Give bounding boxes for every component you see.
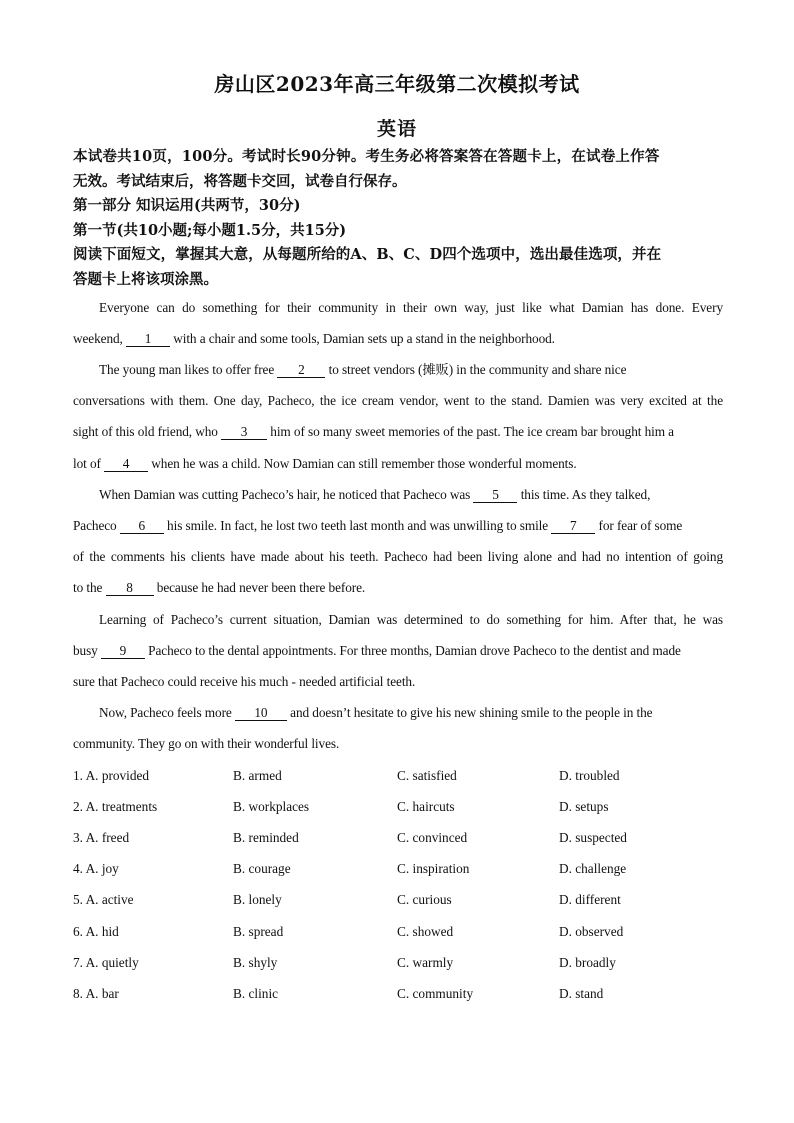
option-a: 5. A. active <box>73 892 134 907</box>
option-a: 7. A. quietly <box>73 955 139 970</box>
option-d: D. broadly <box>559 955 616 970</box>
option-d: D. setups <box>559 799 609 814</box>
passage-text: for fear of some <box>595 518 683 533</box>
passage-text: him of so many sweet memories of the past. The ice cream bar brought him a <box>267 424 674 439</box>
subject-title: 英语 <box>376 118 417 140</box>
passage-line <box>73 578 723 598</box>
option-d: D. challenge <box>559 861 627 876</box>
option-c: C. showed <box>397 924 454 939</box>
option-d: D. stand <box>559 986 604 1001</box>
option-row-7 <box>73 953 733 973</box>
passage-text: Now, Pacheco feels more <box>99 705 235 720</box>
passage-line <box>73 641 723 661</box>
option-row-8 <box>73 984 733 1004</box>
section-heading: 第一节(共10小题;每小题1.5分，共15分) <box>73 222 347 239</box>
directions-line-2: 答题卡上将该项涂黑。 <box>73 271 218 288</box>
passage-line: of the comments his clients have made about his teeth. Pacheco had been living alone and had no intention of going <box>73 549 723 564</box>
passage-line: Learning of Pacheco’s current situation, Damian was determined to do something for him. After that, he was <box>99 612 723 627</box>
passage-text: with a chair and some tools, Damian sets up a stand in the neighborhood. <box>170 331 555 346</box>
exam-title: 房山区2023年高三年级第二次模拟考试 <box>214 72 580 96</box>
passage-text: weekend, <box>73 331 127 346</box>
passage-text: When Damian was cutting Pacheco’s hair, he noticed that Pacheco was <box>99 487 474 502</box>
option-a: 4. A. joy <box>73 861 119 876</box>
option-row-2 <box>73 797 733 817</box>
option-a: 2. A. treatments <box>73 799 158 814</box>
blank-3: 3 <box>221 424 267 440</box>
option-row-4 <box>73 859 733 879</box>
option-a: 6. A. hid <box>73 924 119 939</box>
passage-text: when he was a child. Now Damian can still remember those wonderful moments. <box>148 456 577 471</box>
passage-line: conversations with them. One day, Pacheco, the ice cream vendor, went to the stand. Damien was very excited at the <box>73 393 723 408</box>
option-b: B. armed <box>233 768 282 783</box>
option-d: D. different <box>559 892 621 907</box>
option-a: 1. A. provided <box>73 768 150 783</box>
option-b: B. clinic <box>233 986 279 1001</box>
blank-2: 2 <box>277 362 325 378</box>
option-row-5 <box>73 890 733 910</box>
passage-text: to the <box>73 580 106 595</box>
passage-line: Everyone can do something for their community in their own way, just like what Damian has done. Every <box>99 300 723 315</box>
passage-line: community. They go on with their wonderful lives. <box>73 736 340 751</box>
blank-10: 10 <box>235 705 287 721</box>
instruction-line-2: 无效。考试结束后，将答题卡交回，试卷自行保存。 <box>73 173 407 190</box>
option-d: D. suspected <box>559 830 627 845</box>
blank-4: 4 <box>104 456 148 472</box>
passage-text: Pacheco to the dental appointments. For three months, Damian drove Pacheco to the dentist and made <box>144 643 681 658</box>
passage-line: sure that Pacheco could receive his much - needed artificial teeth. <box>73 674 416 689</box>
blank-1: 1 <box>126 331 170 347</box>
passage-text: to street vendors (摊贩) in the community and share nice <box>325 362 627 377</box>
blank-6: 6 <box>120 518 164 534</box>
passage-text: sight of this old friend, who <box>73 424 222 439</box>
option-row-3 <box>73 828 733 848</box>
option-b: B. courage <box>233 861 291 876</box>
option-c: C. curious <box>397 892 452 907</box>
option-b: B. lonely <box>233 892 282 907</box>
passage-text: busy <box>73 643 101 658</box>
passage-text: this time. As they talked, <box>517 487 651 502</box>
option-c: C. satisfied <box>397 768 457 783</box>
passage-text: The young man likes to offer free <box>99 362 278 377</box>
blank-5: 5 <box>473 487 517 503</box>
option-d: D. observed <box>559 924 624 939</box>
passage-line <box>73 454 723 474</box>
option-b: B. workplaces <box>233 799 310 814</box>
blank-9: 9 <box>101 643 145 659</box>
option-row-6 <box>73 922 733 942</box>
option-row-1 <box>73 766 733 786</box>
passage-line <box>73 422 723 442</box>
part-heading: 第一部分 知识运用(共两节，30分) <box>73 197 301 214</box>
passage-text: and doesn’t hesitate to give his new shining smile to the people in the <box>286 705 653 720</box>
passage-line <box>73 329 723 349</box>
option-b: B. reminded <box>233 830 299 845</box>
option-c: C. convinced <box>397 830 468 845</box>
directions-line-1: 阅读下面短文，掌握其大意，从每题所给的A、B、C、D四个选项中，选出最佳选项，并在 <box>73 246 662 263</box>
passage-line <box>99 485 723 505</box>
passage-text: because he had never been there before. <box>153 580 366 595</box>
passage-text: lot of <box>73 456 105 471</box>
blank-7: 7 <box>551 518 595 534</box>
option-b: B. spread <box>233 924 284 939</box>
option-a: 3. A. freed <box>73 830 130 845</box>
option-c: C. haircuts <box>397 799 455 814</box>
option-d: D. troubled <box>559 768 620 783</box>
passage-line <box>73 516 723 536</box>
blank-8: 8 <box>106 580 154 596</box>
option-c: C. inspiration <box>397 861 470 876</box>
option-c: C. warmly <box>397 955 454 970</box>
passage-line <box>99 703 723 723</box>
passage-text: Pacheco <box>73 518 120 533</box>
passage-line <box>99 360 723 380</box>
passage-text: his smile. In fact, he lost two teeth last month and was unwilling to smile <box>163 518 552 533</box>
option-c: C. community <box>397 986 474 1001</box>
option-a: 8. A. bar <box>73 986 119 1001</box>
instruction-line-1: 本试卷共10页，100分。考试时长90分钟。考生务必将答案答在答题卡上，在试卷上作答 <box>73 148 660 165</box>
option-b: B. shyly <box>233 955 278 970</box>
